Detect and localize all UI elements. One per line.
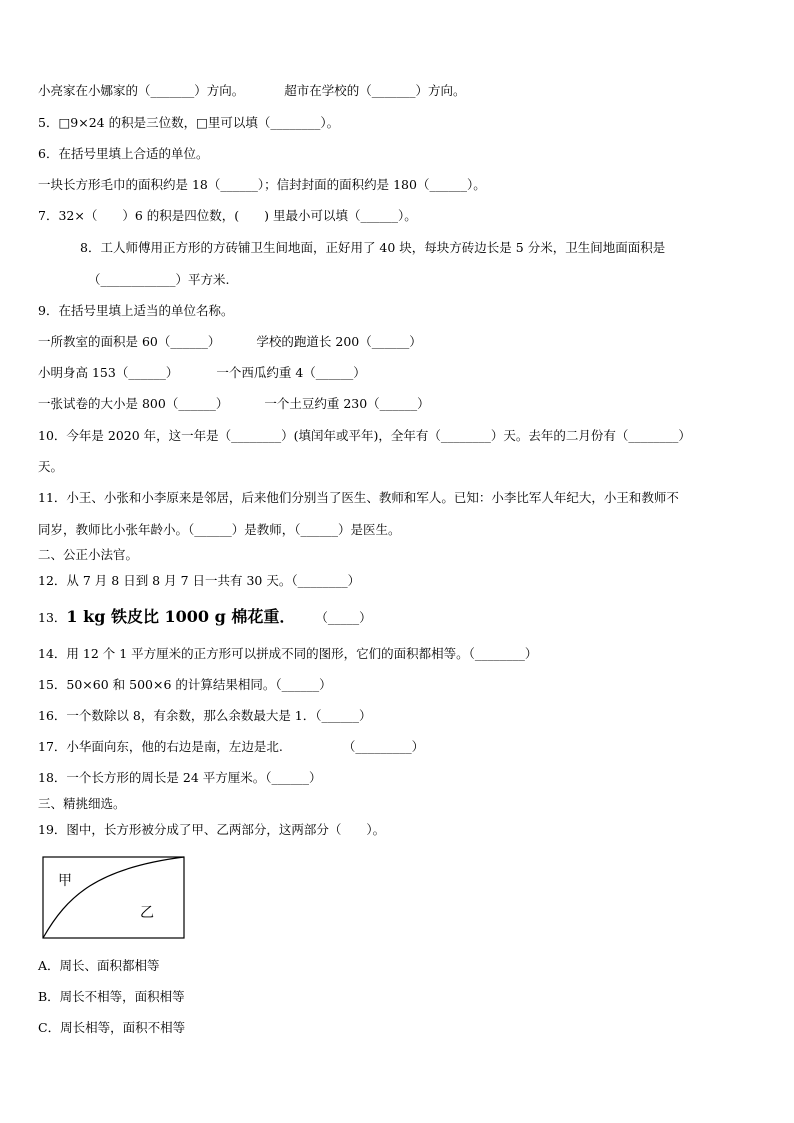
line-text-secondary: （_________） — [342, 739, 425, 754]
line-text-secondary: 学校的跑道长 200（______） — [256, 334, 422, 349]
text-line — [38, 822, 385, 838]
text-line — [38, 115, 339, 131]
text-line — [38, 677, 332, 693]
line-text: 16．一个数除以 8，有余数，那么余数最大是 1．（______） — [38, 708, 372, 723]
text-line — [38, 177, 486, 193]
text-line — [38, 334, 422, 350]
line-text: 19．图中，长方形被分成了甲、乙两部分，这两部分（ ）。 — [38, 822, 386, 837]
rectangle-curve-diagram — [42, 856, 186, 940]
text-line — [38, 303, 233, 319]
line-text: 一块长方形毛巾的面积约是 18（______）；信封封面的面积约是 180（______）。 — [38, 177, 486, 192]
line-text: 同岁，教师比小张年龄小。（______）是教师，（______）是医生。 — [38, 522, 401, 537]
text-line — [38, 365, 366, 381]
text-line — [38, 708, 372, 724]
text-line — [38, 208, 417, 224]
rectangle-figure — [42, 856, 186, 940]
line-text: A．周长、面积都相等 — [38, 958, 160, 973]
text-line — [38, 547, 138, 563]
line-text: 17．小华面向东，他的右边是南，左边是北. — [38, 739, 283, 754]
text-line — [38, 958, 160, 974]
text-line — [38, 490, 679, 506]
line-text: 10．今年是 2020 年，这一年是（________）(填闰年或平年)，全年有（________）天。去年的二月份有（________） — [38, 428, 691, 443]
text-line — [38, 646, 537, 662]
text-line — [38, 396, 430, 412]
text-line — [80, 240, 665, 256]
text-line — [38, 739, 424, 755]
line-text: 三、精挑细选。 — [38, 796, 126, 811]
line-text: 二、公正小法官。 — [38, 547, 139, 562]
text-line — [38, 770, 322, 786]
line-text: C．周长相等，面积不相等 — [38, 1020, 186, 1035]
region-label-yi: 乙 — [140, 905, 154, 921]
line-text: 小亮家在小娜家的（_______）方向。 — [38, 83, 245, 98]
line-text-secondary: （_____） — [315, 610, 372, 625]
line-text-secondary: 一个西瓜约重 4（______） — [216, 365, 366, 380]
text-line — [38, 796, 126, 812]
line-text-secondary: 一个土豆约重 230（______） — [264, 396, 430, 411]
line-text: 一张试卷的大小是 800（______） — [38, 396, 229, 411]
line-text: 13． — [38, 610, 67, 625]
text-line — [38, 989, 185, 1005]
line-text: （____________）平方米. — [88, 272, 230, 287]
text-line — [38, 573, 360, 589]
text-line — [38, 428, 691, 444]
line-text: 9．在括号里填上适当的单位名称。 — [38, 303, 234, 318]
text-line — [38, 522, 401, 538]
text-line — [38, 83, 466, 99]
line-text: 8．工人师傅用正方形的方砖铺卫生间地面，正好用了 40 块，每块方砖边长是 5 分米，卫生间地面面积是 — [80, 240, 666, 255]
line-bold-text: 1 kg 铁皮比 1000 g 棉花重． — [66, 607, 296, 626]
line-text: 11．小王、小张和小李原来是邻居，后来他们分别当了医生、教师和军人。已知：小李比军人年纪大，小王和教师不 — [38, 490, 679, 505]
line-text: 5．□9×24 的积是三位数，□里可以填（________）。 — [38, 115, 340, 130]
line-text: B．周长不相等，面积相等 — [38, 989, 185, 1004]
line-text: 12．从 7 月 8 日到 8 月 7 日一共有 30 天。（________） — [38, 573, 361, 588]
line-text: 6．在括号里填上合适的单位。 — [38, 146, 209, 161]
text-line — [38, 609, 372, 626]
line-text: 7．32×（ ）6 的积是四位数，( ) 里最小可以填（______）。 — [38, 208, 417, 223]
line-text: 18．一个长方形的周长是 24 平方厘米。（______） — [38, 770, 322, 785]
line-text: 一所教室的面积是 60（______） — [38, 334, 221, 349]
line-text: 小明身高 153（______） — [38, 365, 179, 380]
text-line — [38, 459, 63, 475]
line-text: 天。 — [38, 459, 64, 474]
text-line — [38, 1020, 185, 1036]
line-text-secondary: 超市在学校的（_______）方向。 — [284, 83, 466, 98]
region-label-jia: 甲 — [58, 873, 72, 889]
line-text: 14．用 12 个 1 平方厘米的正方形可以拼成不同的图形，它们的面积都相等。（________） — [38, 646, 538, 661]
text-line — [38, 146, 208, 162]
text-line — [88, 272, 229, 288]
line-text: 15．50×60 和 500×6 的计算结果相同。（______） — [38, 677, 332, 692]
